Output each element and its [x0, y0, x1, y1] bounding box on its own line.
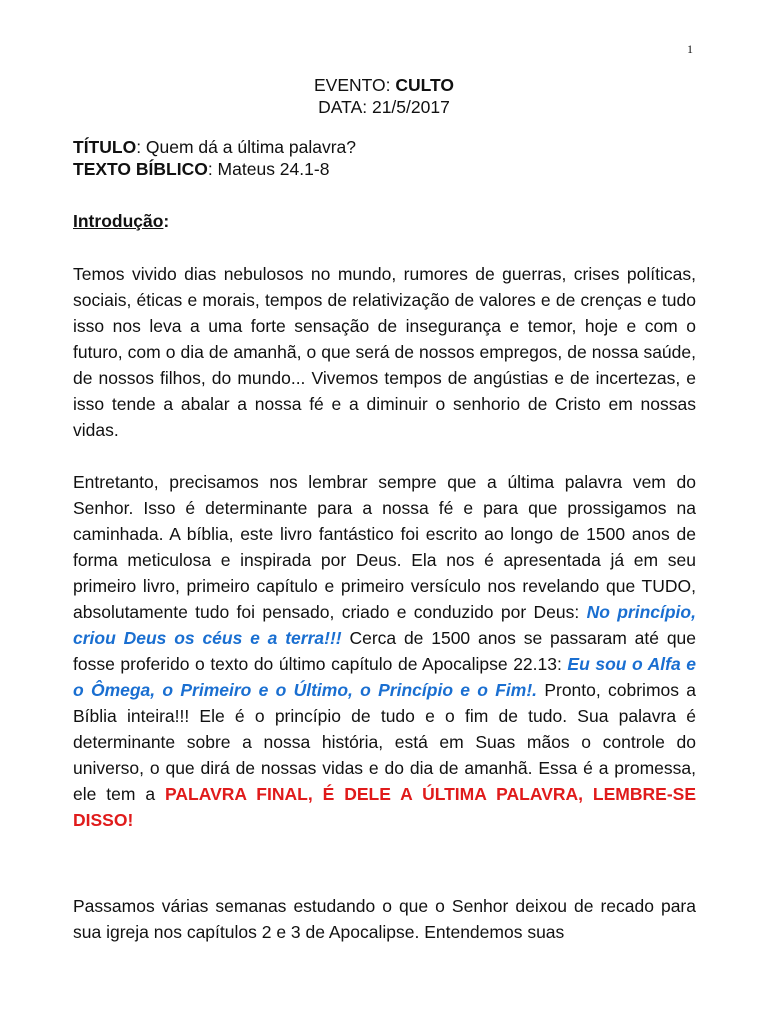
page-number: 1 — [687, 42, 693, 56]
date-line: DATA: 21/5/2017 — [318, 97, 450, 117]
scripture-quote-genesis: No princípio, criou Deus os céus e a terra!!! — [73, 602, 696, 648]
paragraph-2-text-c: Pronto, cobrimos a Bíblia inteira!!! Ele é o princípio de tudo e o fim de tudo. Sua palavra é determinante sobre a nossa história, está em Suas mãos o controle do universo, o que dirá de nossas vidas e do dia de amanhã. Essa é a promessa, ele tem a — [73, 680, 697, 804]
paragraph-2-text-a: Entretanto, precisamos nos lembrar sempre que a última palavra vem do Senhor. Isso é determinante para a nossa fé e para que prossigamos na caminhada. A bíblia, este livro fantástico foi escrito ao longo de 1500 anos de forma meticulosa e inspirada por Deus. Ela nos é apresentada já em seu primeiro livro, primeiro capítulo e primeiro versículo nos revelando que TUDO, absolutamente tudo foi pensado, criado e conduzido por Deus: — [73, 472, 696, 622]
section-heading-colon: : — [163, 211, 170, 231]
bible-text-line — [73, 158, 356, 180]
sermon-meta — [73, 136, 356, 180]
paragraph-3: Passamos várias semanas estudando o que o Senhor deixou de recado para sua igreja nos capítulos 2 e 3 de Apocalipse. Entendemos suas — [73, 896, 696, 942]
event-line — [0, 74, 768, 96]
bible-text-value: : Mateus 24.1-8 — [207, 159, 330, 179]
paragraph-1: Temos vivido dias nebulosos no mundo, rumores de guerras, crises políticas, sociais, éticas e morais, tempos de relativização de valores e de crenças e tudo isso nos leva a uma forte sensação de insegurança e temor, hoje e com o futuro, com o dia de amanhã, o que será de nossos empregos, de nossa saúde, de nossos filhos, do mundo... Vivemos tempos de angústias e de incertezas, e isso tende a abalar a nossa fé e a diminuir o senhorio de Cristo em nossas vidas. — [73, 264, 696, 440]
title-line — [73, 136, 356, 158]
section-heading-introducao — [73, 211, 169, 232]
event-header — [0, 74, 768, 118]
title-label: TÍTULO — [73, 137, 137, 157]
paragraph-2-text-b: Cerca de 1500 anos se passaram até que fosse proferido o texto do último capítulo de Apocalipse 22.13: — [73, 628, 697, 674]
event-label: EVENTO: — [313, 75, 396, 95]
bible-text-label: TEXTO BÍBLICO — [73, 159, 208, 179]
title-value: : Quem dá a última palavra? — [136, 137, 357, 157]
paragraph-2 — [73, 469, 696, 833]
section-heading-text: Introdução — [73, 211, 164, 231]
emphasis-final-word: PALAVRA FINAL, É DELE A ÚLTIMA PALAVRA, LEMBRE-SE DISSO! — [73, 784, 696, 830]
scripture-quote-revelation: Eu sou o Alfa e o Ômega, o Primeiro e o Último, o Princípio e o Fim!. — [73, 654, 696, 700]
event-value: CULTO — [395, 75, 455, 95]
